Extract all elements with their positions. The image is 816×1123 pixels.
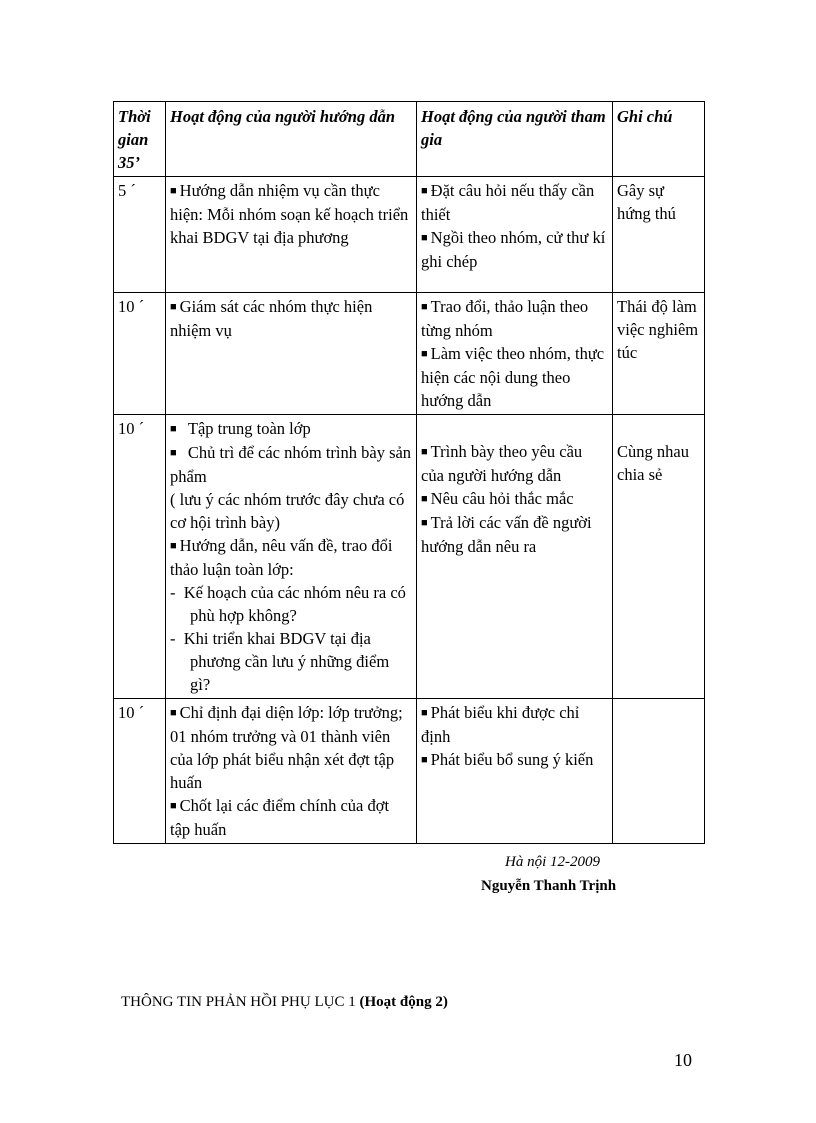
page-number: 10	[674, 1050, 692, 1070]
participant-bullet: ■ Phát biểu khi được chỉ định	[421, 703, 580, 746]
table-header-row	[114, 102, 705, 177]
note-cell: Cùng nhau chia sẻ	[613, 415, 705, 699]
table-row	[114, 699, 705, 844]
square-bullet-icon: ■	[170, 301, 177, 313]
square-bullet-icon: ■	[170, 540, 177, 552]
place-date: Hà nội 12-2009	[505, 854, 600, 870]
participant-bullet: ■ Trình bày theo yêu cầu của người hướng dẫn	[421, 442, 583, 485]
table-row	[114, 415, 705, 699]
guide-bullet: ■ Giám sát các nhóm thực hiện nhiệm vụ	[170, 297, 373, 340]
signature-block	[481, 850, 616, 898]
guide-bullet: ■ Hướng dẫn, nêu vấn đề, trao đổi thảo luận toàn lớp:	[170, 536, 393, 579]
participant-cell	[417, 415, 613, 699]
participant-bullet: ■ Làm việc theo nhóm, thực hiện các nội dung theo hướng dẫn	[421, 344, 605, 410]
square-bullet-icon: ■	[421, 707, 428, 719]
section-title-subtitle: (Hoạt động 2)	[359, 994, 448, 1010]
square-bullet-icon: ■	[170, 185, 177, 197]
square-bullet-icon: ■	[421, 348, 428, 360]
square-bullet-icon: ■	[170, 707, 177, 719]
guide-dash-item: - Kế hoạch của các nhóm nêu ra có phù hợp không?	[170, 583, 406, 625]
guide-bullet: ■ Chủ trì để các nhóm trình bày sản phẩm	[170, 443, 412, 486]
guide-note-paren: ( lưu ý các nhóm trước đây chưa có cơ hội trình bày)	[170, 490, 405, 532]
guide-cell	[166, 177, 417, 293]
header-note: Ghi chú	[613, 102, 705, 177]
participant-cell	[417, 699, 613, 844]
note-cell: Thái độ làm việc nghiêm túc	[613, 293, 705, 415]
square-bullet-icon: ■	[170, 800, 177, 812]
section-title-text: THÔNG TIN PHẢN HỒI PHỤ LỤC 1	[121, 994, 356, 1010]
guide-bullet: ■ Chốt lại các điểm chính của đợt tập huấn	[170, 796, 390, 839]
table-row	[114, 177, 705, 293]
guide-bullet: ■ Hướng dẫn nhiệm vụ cần thực hiện: Mỗi nhóm soạn kế hoạch triển khai BDGV tại địa phương	[170, 181, 409, 247]
square-bullet-icon: ■	[421, 185, 428, 197]
guide-bullet: ■ Chỉ định đại diện lớp: lớp trưởng; 01 nhóm trưởng và 01 thành viên của lớp phát biểu nhận xét đợt tập huấn	[170, 703, 403, 792]
participant-bullet: ■ Trả lời các vấn đề người hướng dẫn nêu ra	[421, 513, 592, 556]
square-bullet-icon: ■	[421, 754, 428, 766]
participant-bullet: ■ Ngồi theo nhóm, cử thư kí ghi chép	[421, 228, 606, 271]
square-bullet-icon: ■	[170, 423, 177, 435]
time-cell: 10 ´	[114, 293, 166, 415]
square-bullet-icon: ■	[421, 446, 428, 458]
guide-cell	[166, 293, 417, 415]
time-cell: 10 ´	[114, 415, 166, 699]
participant-bullet: ■ Trao đổi, thảo luận theo từng nhóm	[421, 297, 589, 340]
time-cell: 10 ´	[114, 699, 166, 844]
note-cell	[613, 699, 705, 844]
participant-bullet: ■ Nêu câu hỏi thắc mắc	[421, 489, 574, 508]
participant-bullet: ■ Đặt câu hỏi nếu thấy cần thiết	[421, 181, 595, 224]
activity-table	[113, 101, 705, 844]
guide-bullet: ■ Tập trung toàn lớp	[170, 419, 311, 438]
square-bullet-icon: ■	[170, 447, 177, 459]
header-guide-activity: Hoạt động của người hướng dẫn	[166, 102, 417, 177]
section-title	[121, 994, 448, 1011]
square-bullet-icon: ■	[421, 232, 428, 244]
author-name: Nguyễn Thanh Trịnh	[481, 878, 617, 894]
guide-dash-item: - Khi triển khai BDGV tại địa phương cần lưu ý những điểm gì?	[170, 629, 390, 694]
header-time: Thời gian 35’	[114, 102, 166, 177]
guide-cell	[166, 699, 417, 844]
participant-bullet: ■ Phát biểu bổ sung ý kiến	[421, 750, 594, 769]
participant-cell	[417, 293, 613, 415]
participant-cell	[417, 177, 613, 293]
square-bullet-icon: ■	[421, 493, 428, 505]
square-bullet-icon: ■	[421, 517, 428, 529]
note-cell: Gây sự hứng thú	[613, 177, 705, 293]
table-row	[114, 293, 705, 415]
guide-cell	[166, 415, 417, 699]
square-bullet-icon: ■	[421, 301, 428, 313]
header-participant-activity: Hoạt động của người tham gia	[417, 102, 613, 177]
time-cell: 5 ´	[114, 177, 166, 293]
